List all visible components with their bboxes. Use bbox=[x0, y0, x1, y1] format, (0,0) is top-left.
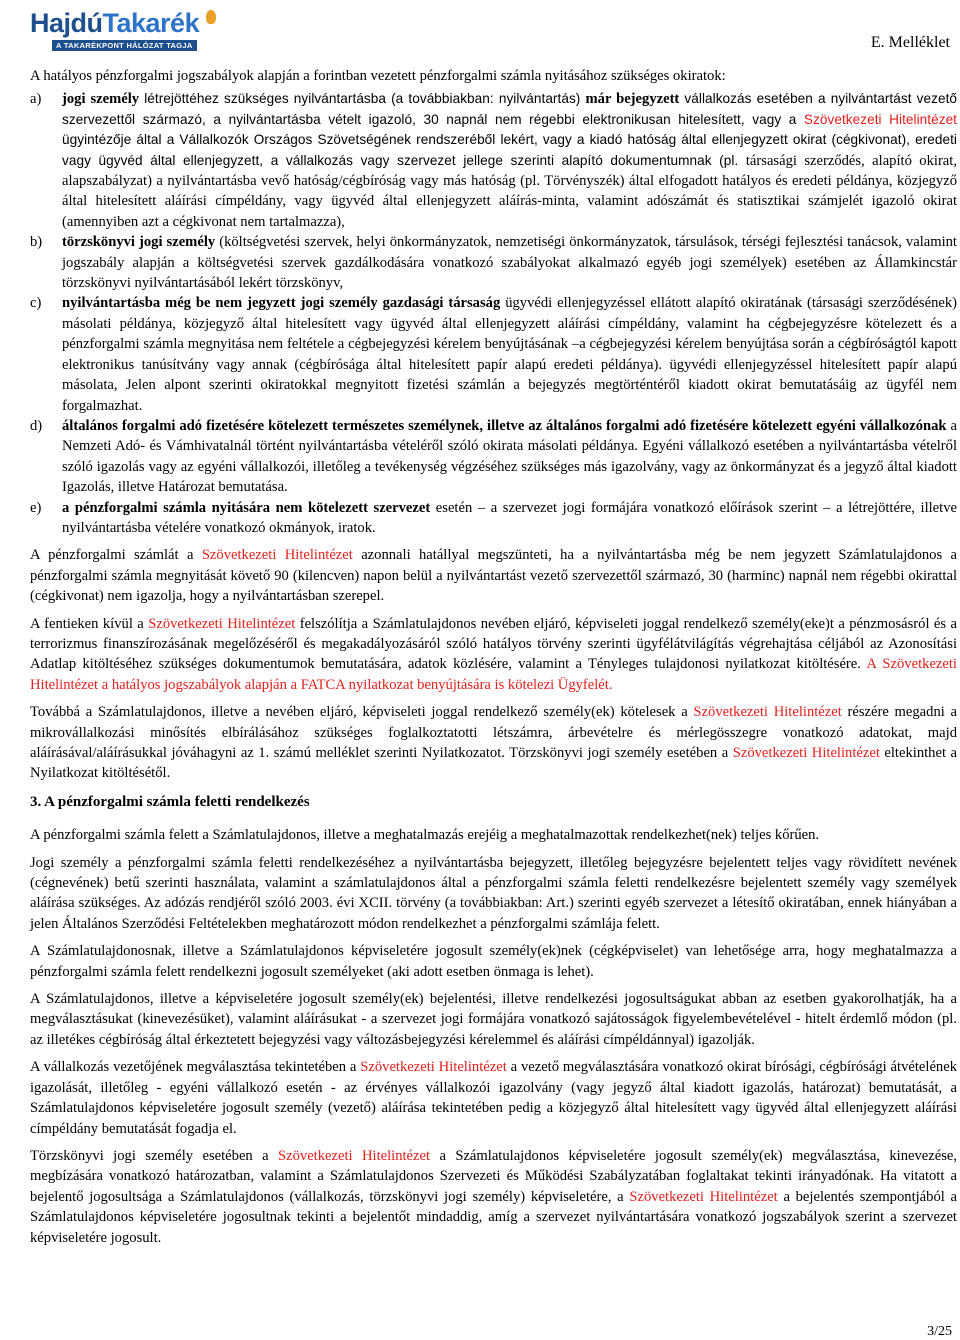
annex-label: E. Melléklet bbox=[870, 34, 950, 51]
logo-tagline: A TAKARÉKPONT HÁLÓZAT TAGJA bbox=[52, 40, 197, 51]
paragraph bbox=[30, 545, 957, 606]
paragraph bbox=[30, 853, 957, 935]
bold-text: már bejegyzett bbox=[585, 91, 680, 108]
text-run: A pénzforgalmi számla felett a Számlatulajdonos, illetve a meghatalmazás erejéig a meghatalmazottak rendelkezhet(nek) teljes kőrűen. bbox=[30, 827, 820, 844]
highlighted-text: Szövetkezeti Hitelintézet bbox=[693, 704, 842, 721]
paragraph bbox=[30, 614, 957, 696]
bold-text: általános forgalmi adó fizetésére kötelezett természetes személynek, illetve az általános forgalmi adó fizetésére kötelezett egyéni vállalkozónak bbox=[62, 417, 947, 434]
paragraph bbox=[30, 989, 957, 1050]
list-item-label: d) bbox=[30, 417, 43, 434]
required-documents-list bbox=[30, 89, 957, 538]
logo-flame-icon bbox=[206, 10, 216, 24]
list-item bbox=[30, 416, 957, 498]
paragraph bbox=[30, 1146, 957, 1248]
highlighted-text: Szövetkezeti Hitelintézet bbox=[278, 1147, 431, 1164]
highlighted-text: Szövetkezeti Hitelintézet bbox=[803, 111, 958, 127]
highlighted-text: Szövetkezeti Hitelintézet bbox=[148, 615, 296, 632]
section-heading: 3. A pénzforgalmi számla feletti rendelkezés bbox=[30, 793, 310, 810]
text-run: vállalkozás esetében a nyilvántartást vezető szervezettől származó, a nyilvántartásba vételt igazoló, 30 napnál nem régebbi elektronikusan hitelesített, vagy a bbox=[62, 91, 958, 127]
text-run: felszólítja a Számlatulajdonos nevében eljáró, képviseleti joggal rendelkező személy(eke)t a pénzmosásról és a terrorizmus finanszírozásának megelőzéséről és megakadályozásáról szóló hatályos törvény szerinti ügyfélátvilágítás végrehajtása céljából az Azonosítási Adatlap kitöltéséhez szükséges dokumentumok bemutatására, adatok közlésére, valamint a Tényleges tulajdonosi nyilatkozat kitöltésére. bbox=[30, 615, 957, 673]
highlighted-text: Szövetkezeti Hitelintézet bbox=[201, 547, 353, 564]
hajdu-takarek-logo bbox=[30, 8, 220, 52]
text-run: Törzskönyvi jogi személy esetében a bbox=[30, 1147, 279, 1164]
paragraph bbox=[30, 702, 957, 784]
intro-paragraph: A hatályos pénzforgalmi jogszabályok alapján a forintban vezetett pénzforgalmi számla nyitásához szükséges okiratok: bbox=[30, 68, 726, 84]
text-run: részére megadni a mikrovállalkozási minősítés elbírálásához szükséges foglalkoztatotti létszámra, árbevételre és mérlegösszegre vonatkozó adatokat, majd aláírásával/aláírásukkal jóváhagyni az 1. számú melléklet szerinti Nyilatkozatot. Törzskönyvi jogi személy esetében a bbox=[30, 704, 957, 761]
list-item-label: e) bbox=[30, 499, 42, 516]
paragraph bbox=[30, 825, 957, 845]
text-run: ügyintézője által a Vállalkozók Országos Szövetségének rendszeréből lekért, vagy a kiadó hatóság által ellenjegyzett okirat (cégkivonat), eredeti vagy ügyvéd által ellenjegyzett, a vállalkozás vagy szervezet jellege szerinti alapító dokumentumnak (pl. bbox=[62, 132, 957, 168]
logo-word-1: Hajdú bbox=[30, 8, 103, 38]
list-item bbox=[30, 498, 957, 539]
list-item bbox=[30, 293, 957, 415]
bold-text: törzskönyvi jogi személy bbox=[62, 234, 216, 251]
text-run: A pénzforgalmi számlát a bbox=[30, 547, 202, 564]
highlighted-text: Szövetkezeti Hitelintézet bbox=[732, 745, 880, 761]
list-item-label: c) bbox=[30, 295, 42, 312]
text-run: a vezető megválasztására vonatkozó okirat bírósági, cégbírósági átvételének igazolását, illetőleg - egyéni vállalkozó esetén - az érvényes vállalkozói igazolvány (vagy jegyző által kiadott igazolás, határozat) bemutatását, a Számlatulajdonos képviseletére jogosult személy (vezető) aláírása tekintetében pedig a közjegyző által hitelesített vagy ügyvéd által ellenjegyzett aláírási címpéldány bemutatását fogadja el. bbox=[30, 1059, 957, 1137]
document-body bbox=[30, 66, 957, 1255]
text-run: eltekinthet a Nyilatkozat kitöltésétől. bbox=[30, 745, 957, 782]
text-run: (költségvetési szervek, helyi önkormányzatok, nemzetiségi önkormányzatok, társulások, térségi fejlesztési tanácsok, valamint jogszabály alapján a költségvetési szervek gazdálkodására vonatkozó szabályokat alkalmazó egyéb jogi személyek) esetében az Államkincstár törzskönyvi nyilvántartásából lekért törzskönyv, bbox=[62, 234, 957, 292]
bold-text: jogi személy bbox=[62, 91, 140, 108]
highlighted-text: Szövetkezeti Hitelintézet bbox=[360, 1059, 507, 1076]
text-run: társasági szerződés, alapító okirat, alapszabályzat) a nyilvántartásba vevő hatóság/cégbíróság vagy más hatóság (pl. Törvényszék) által elfogadott hatályos és eredeti példánya, közjegyző által hitelesített aláírási címpéldány, vagy ügyvéd által ellenjegyzett aláírás-minta, valamint adószámát és statisztikai számjelét igazoló okirat (amennyiben azt a cégkivonat nem tartalmazza), bbox=[62, 152, 957, 230]
text-run: A fentieken kívül a bbox=[30, 615, 149, 632]
text-run: létrejöttéhez szükséges nyilvántartásba (a továbbiakban: nyilvántartás) bbox=[139, 91, 586, 107]
text-run: azonnali hatállyal megszünteti, ha a nyilvántartásba még be nem jegyzett Számlatulajdonos a pénzforgalmi számla megnyitását követő 90 (kilencven) napon belül a nyilvántartást vezető szervezettől származó, 30 (harminc) napnál nem régebbi okirattal (cégkivonat) nem igazolja, hogy a nyilvántartásban szerepel. bbox=[30, 547, 957, 605]
text-run: ügyvédi ellenjegyzéssel ellátott alapító okiratának (társasági szerződésének) másolati példánya, közjegyző által hitelesített vagy ügyvéd által ellenjegyzett aláírási címpéldány, valamint ha cégbejegyzésre kötelezett és a pénzforgalmi számla megnyitása nem feltétele a cégbejegyzési kérelem benyújtásának –a cégbejegyzési kérelem benyújtása során a cégbíróságtól kapott elektronikus tanúsítvány vagy annak (cégbírósága által hitelesített papír alapú eredeti példánya). ügyvédi ellenjegyzéssel hitelesített papír alapú másolata, Jelen alpont szerinti okiratokkal megnyitott fizetési számlán a bejegyzés megtörténtéről kiadott okirat bemutatásáig az ügyfél nem forgalmazhat. bbox=[62, 295, 957, 414]
logo-word-2: Takarék bbox=[102, 8, 200, 38]
text-run: A Számlatulajdonosnak, illetve a Számlatulajdonos képviseletére jogosult személy(ek)nek (cégképviselet) van lehetősége arra, hogy meghatalmazza a pénzforgalmi számla felett rendelkezni jogosult személyeket (aki adott esetben önmaga is lehet). bbox=[30, 943, 957, 980]
page-number: 3/25 bbox=[927, 1324, 952, 1339]
bold-text: nyilvántartásba még be nem jegyzett jogi személy gazdasági társaság bbox=[62, 295, 501, 312]
text-run: A Számlatulajdonos, illetve a képviseletére jogosult személy(ek) bejelentési, illetve rendelkezési jogosultságukat abban az esetben gyakorolhatják, ha a megválasztásukat (kinevezésüket), valamint aláírásukat - a szervezet jogi formájára vonatkozó sajátosságok figyelembevételével - hitelt érdemlő módon (pl. az illetékes cégbíróság által érkeztetett bejegyzési vagy változásbejegyzési kérelemmel és aláírási címpéldánnyal) igazolják. bbox=[30, 991, 957, 1048]
list-item-label: a) bbox=[30, 91, 42, 108]
text-run: Továbbá a Számlatulajdonos, illetve a nevében eljáró, képviseleti joggal rendelkező személy(ek) kötelesek a bbox=[30, 704, 694, 721]
text-run: A vállalkozás vezetőjének megválasztása tekintetében a bbox=[30, 1059, 361, 1076]
list-item bbox=[30, 232, 957, 293]
list-item bbox=[30, 89, 957, 232]
paragraph bbox=[30, 1057, 957, 1139]
text-run: Jogi személy a pénzforgalmi számla feletti rendelkezéséhez a nyilvántartásba bejegyzett, illetőleg bejegyzésre bejelentett teljes vagy rövidített nevének (cégnevének) betű szerinti használata, valamint a számlatulajdonos által a pénzforgalmi számla feletti rendelkezésre bejelentett személy vagy személyek aláírása szükséges. Az adózás rendjéről szóló 2003. évi XCII. törvény (a továbbiakban: Art.) szerinti egyéb szervezet a létesítő okiratában, ennek hiányában a jelen Általános Szerződési Feltételekben meghatározott módon rendelkezhet a pénzforgalmi számlája felett. bbox=[30, 854, 957, 932]
text-run: a Nemzeti Adó- és Vámhivatalnál történt nyilvántartásba vételéről szóló okirata másolati példánya. Egyéni vállalkozó esetében a nyilvántartásba vételről szóló igazolás vagy az egyéni vállalkozói, illetőleg a tevékenység végzéséhez szükséges más igazolvány, vagy az önkormányzat és a jegyző által kiadott Igazolás, illetve Határozat bemutatása. bbox=[62, 417, 957, 496]
text-run: esetén – a szervezet jogi formájára vonatkozó előírások szerint – a létrejöttére, illetve nyilvántartásba vételére vonatkozó okmányok, iratok. bbox=[62, 499, 957, 536]
list-item-label: b) bbox=[30, 234, 43, 251]
bold-text: a pénzforgalmi számla nyitására nem kötelezett szervezet bbox=[62, 499, 431, 516]
highlighted-text: A Szövetkezeti Hitelintézet a hatályos jogszabályok alapján a FATCA nyilatkozat benyújtására is kötelezi Ügyfelét. bbox=[30, 656, 957, 693]
logo-wordmark bbox=[30, 8, 199, 39]
highlighted-text: Szövetkezeti Hitelintézet bbox=[629, 1188, 778, 1205]
text-run: a Számlatulajdonos képviseletére jogosult személy(ek) megválasztása, kinevezése, megbízására vonatkozó határozatban, valamint a Számlatulajdonos Szervezeti és Működési Szabályzatában foglaltakat tekinti irányadónak. Ha vitatott a bejelentő jogosultsága a Számlatulajdonos (vállalkozás, törzskönyvi jogi személy) képviseletére, a bbox=[30, 1147, 958, 1205]
paragraph bbox=[30, 941, 957, 982]
text-run: a bejelentés szempontjából a Számlatulajdonos képviseletére jogosultnak tekinti a bejelentőt mindaddig, amíg a szervezet nyilvántartására vonatkozó jogszabályok szerint a szervezet képviseletére jogosult. bbox=[30, 1188, 958, 1246]
